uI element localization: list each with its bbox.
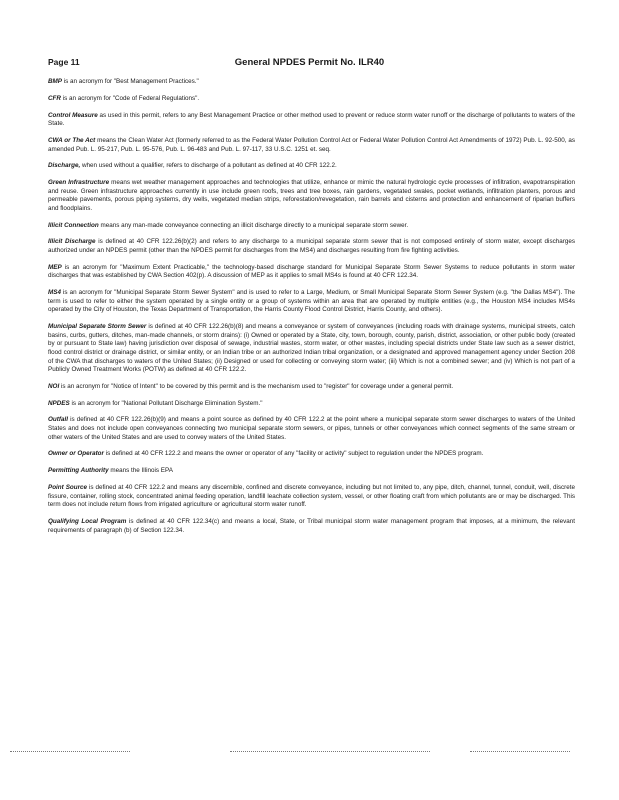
definition-text: is an acronym for "National Pollutant Discharge Elimination System." [69, 399, 263, 407]
definition-paragraph [48, 383, 575, 392]
definition-paragraph [48, 179, 575, 213]
divider [230, 751, 430, 752]
scan-artifact-dots [0, 746, 619, 758]
definition-text: when used without a qualifier, refers to discharge of a pollutant as defined at 40 CFR 122.2. [80, 162, 337, 170]
definition-term: Municipal Separate Storm Sewer [48, 323, 147, 331]
definition-text: is an acronym for "Notice of Intent" to be covered by this permit and is the mechanism used to "register" for coverage under a general permit. [59, 382, 454, 390]
definition-term: CWA or The Act [48, 136, 96, 144]
definition-term: Owner or Operator [48, 450, 104, 458]
definition-paragraph [48, 289, 575, 315]
definitions-list [48, 78, 575, 543]
definition-paragraph [48, 400, 575, 409]
definition-term: MS4 [48, 289, 61, 297]
definition-text: is defined at 40 CFR 122.26(b)(9) and means a point source as defined by 40 CFR 122.2 at the point where a municipal separate storm sewer discharges to waters of the United States and does not include open conveyances connecting two municipal separate storm sewers, or pipes, tunnels or other conveyances which connect segments of the same stream or other waters of the United States and are used to convey waters of the United States. [48, 416, 575, 441]
definition-text: means any man-made conveyance connecting an illicit discharge directly to a municipal separate storm sewer. [98, 221, 409, 229]
definition-paragraph [48, 222, 575, 231]
divider [10, 751, 130, 752]
divider [470, 751, 570, 752]
definition-paragraph [48, 95, 575, 104]
definition-paragraph [48, 323, 575, 375]
definition-paragraph [48, 137, 575, 154]
page-number: Page 11 [48, 57, 80, 67]
definition-text: is an acronym for "Municipal Separate Storm Sewer System" and is used to refer to a Large, Medium, or Small Municipal Separate Storm Sewer System (e.g. "the Dallas MS4"). The term is used to refer to either the system operated by a single entity or a group of systems within an area that are operated by multiple entities (e.g., the Houston MS4 includes MS4s operated by the City of Houston, the Texas Department of Transportation, the Harris County Flood Control District, Harris County, and others). [48, 289, 575, 314]
definition-text: as used in this permit, refers to any Best Management Practice or other method used to prevent or reduce storm water runoff or the discharge of pollutants to waters of the State. [48, 111, 576, 128]
document-title: General NPDES Permit No. ILR40 [234, 57, 385, 68]
definition-paragraph [48, 78, 575, 87]
definition-paragraph [48, 162, 575, 171]
definition-paragraph [48, 450, 575, 459]
definition-term: Control Measure [48, 111, 98, 119]
definition-term: Qualifying Local Program [48, 517, 127, 525]
definition-text: means the Clean Water Act (formerly referred to as the Federal Water Pollution Control Act or Federal Water Pollution Control Act Amendments of 1972) Pub. L. 92-500, as amended Pub. L. 95-217, Pub. L. 95-576, Pub. L. 96-483 and Pub. L. 97-117, 33 U.S.C. 1251 et. seq. [48, 136, 575, 153]
definition-term: NOI [48, 382, 60, 390]
definition-paragraph [48, 264, 575, 281]
definition-text: is an acronym for "Code of Federal Regulations". [60, 94, 200, 102]
definition-paragraph [48, 484, 575, 510]
definition-term: Illicit Connection [48, 221, 99, 229]
definition-term: Discharge, [48, 162, 81, 170]
definition-text: means wet weather management approaches and technologies that utilize, enhance or mimic the natural hydrologic cycle processes of infiltration, evapotranspiration and reuse. Green infrastructure approaches currently in use include green roofs, trees and tree boxes, rain gardens, vegetated swales, pocket wetlands, infiltration planters, porous and permeable pavements, porous piping systems, dry wells, vegetated median strips, reforestation/revegetation, rain barrels and cisterns and protection and enhancement of riparian buffers and floodplains. [48, 179, 575, 212]
definition-text: is defined at 40 CFR 122.2 and means the owner or operator of any "facility or activity" subject to regulation under the NPDES program. [103, 450, 484, 458]
definition-paragraph [48, 416, 575, 442]
definition-term: MEP [48, 263, 62, 271]
definition-term: BMP [48, 78, 62, 85]
definition-term: Illicit Discharge [48, 238, 96, 246]
page-header [48, 57, 571, 71]
definition-term: Outfall [48, 416, 68, 424]
definition-term: Point Source [48, 484, 88, 491]
definition-paragraph [48, 112, 575, 129]
definition-text: is an acronym for "Maximum Extent Practicable," the technology-based discharge standard for Municipal Separate Storm Sewer Systems to reduce pollutants in storm water discharges that was established by CWA Section 402(p). A discussion of MEP as it applies to small MS4s is found at 40 CFR 122.34. [48, 263, 575, 280]
definition-paragraph [48, 467, 575, 476]
definition-text: is defined at 40 CFR 122.26(b)(8) and means a conveyance or system of conveyances (including roads with drainage systems, municipal streets, catch basins, curbs, gutters, ditches, man-made channels, or storm drains): (i) Owned or operated by a State, city, town, borough, county, parish, district, association, or other public body (created by or pursuant to State law) having jurisdiction over disposal of sewage, industrial wastes, storm water, or other wastes, including special districts under State law such as a sewer district, flood control district or drainage district, or similar entity, or an Indian tribe or an authorized Indian tribal organization, or a designated and approved management agency under Section 208 of the CWA that discharges to waters of the United States; (ii) Designed or used for collecting or conveying storm water; (iii) Which is not a combined sewer; and (iv) Which is not part of a Publicly Owned Treatment Works (POTW) as defined at 40 CFR 122.2. [48, 323, 575, 374]
definition-term: Permitting Authority [48, 467, 109, 475]
definition-text: is an acronym for "Best Management Practices." [62, 78, 199, 85]
definition-term: Green Infrastructure [48, 179, 110, 187]
definition-term: NPDES [48, 399, 70, 407]
definition-text: is defined at 40 CFR 122.34(c) and means a local, State, or Tribal municipal storm water management program that imposes, at a minimum, the relevant requirements of paragraph (b) of Section 122.34. [48, 517, 575, 534]
definition-paragraph [48, 238, 575, 255]
definition-term: CFR [48, 94, 61, 102]
definition-text: is defined at 40 CFR 122.26(b)(2) and refers to any discharge to a municipal separate storm sewer that is not composed entirely of storm water, except discharges authorized under an NPDES permit (other than the NPDES permit for discharges from the MS4) and discharges resulting from fire fighting activities. [48, 238, 576, 255]
definition-text: means the Illinois EPA [108, 467, 173, 475]
definition-text: is defined at 40 CFR 122.2 and means any discernible, confined and discrete conveyance, including but not limited to, any pipe, ditch, channel, tunnel, conduit, well, discrete fissure, container, rolling stock, concentrated animal feeding operation, landfill leachate collection system, vessel, or other floating craft from which pollutants are or may be discharged. This term does not include return flows from irrigated agriculture or agricultural storm water runoff. [48, 484, 575, 509]
definition-paragraph [48, 518, 575, 535]
